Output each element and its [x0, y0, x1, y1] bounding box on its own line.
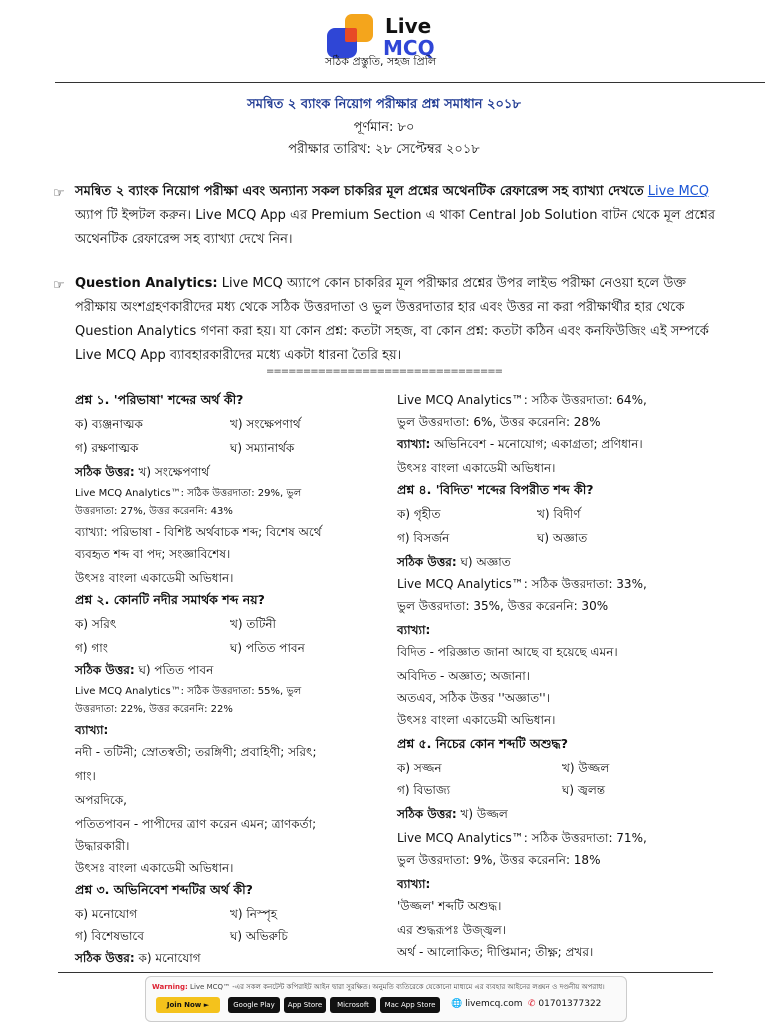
- q4-option-a: ক) গৃহীত: [397, 507, 441, 521]
- separator: ================================: [265, 366, 503, 377]
- q4-explanation-3: অতএব, সঠিক উত্তর ''অজ্ঞাত''।: [397, 691, 551, 705]
- q2-option-a: ক) সরিৎ: [75, 617, 117, 631]
- warning-label: Warning:: [152, 983, 188, 991]
- q2-analytics-1: Live MCQ Analytics™: সঠিক উত্তরদাতা: 55%, ভুল: [75, 686, 302, 697]
- answer-label: সঠিক উত্তর:: [75, 951, 135, 965]
- phone-text: 01701377322: [538, 999, 602, 1009]
- q4-source: উৎসঃ বাংলা একাডেমী অভিধান।: [397, 713, 556, 727]
- q2-answer: [75, 662, 213, 682]
- full-marks: পূর্ণমান: ৮০: [353, 120, 415, 135]
- q4-option-b: খ) বিদীর্ণ: [537, 507, 581, 521]
- header: [0, 0, 768, 84]
- q5-analytics-1: Live MCQ Analytics™: সঠিক উত্তরদাতা: 71%,: [397, 831, 647, 845]
- q2-option-d: ঘ) পতিত পাবন: [230, 641, 305, 655]
- warning-text: Live MCQ™ -এর সকল কনটেন্ট কপিরাইট আইন দ্বারা সুরক্ষিত। অনুমতি ব্যতিরেকে যেকোনো মাধ্যমে এর ব্যবহার আইনের লঙ্ঘন ও দণ্ডনীয় অপরাধ।: [187, 983, 605, 991]
- q4-option-c: গ) বিসর্জন: [397, 531, 450, 545]
- q5-option-c: গ) বিভাজ্য: [397, 783, 451, 797]
- q3-option-b: খ) নিস্পৃহ: [230, 907, 278, 921]
- q2-analytics-2: উত্তরদাতা: 22%, উত্তর করেননি: 22%: [75, 704, 233, 715]
- q4-explanation-2: অবিদিত - অজ্ঞাত; অজানা।: [397, 669, 530, 683]
- q3-explanation: [397, 436, 643, 456]
- q4-explanation-heading: ব্যাখ্যা:: [397, 623, 431, 637]
- q1-option-a: ক) ব্যঞ্জনাত্মক: [75, 417, 143, 431]
- footer-divider: [58, 972, 713, 973]
- answer-label: সঠিক উত্তর:: [75, 465, 135, 479]
- q2-explanation-heading: ব্যাখ্যা:: [75, 723, 109, 737]
- q1-option-d: ঘ) সম্যানার্থক: [230, 441, 295, 455]
- hand-pointer-icon: ☞: [53, 278, 65, 293]
- q1-analytics-2: উত্তরদাতা: 27%, উত্তর করেননি: 43%: [75, 506, 233, 517]
- q5-explanation-heading: ব্যাখ্যা:: [397, 877, 431, 891]
- globe-icon: 🌐: [451, 999, 463, 1009]
- q1-explanation-2: ব্যবহৃত শব্দ বা পদ; সংজ্ঞাবিশেষ।: [75, 547, 231, 561]
- explanation-text: অভিনিবেশ - মনোযোগ; একাগ্রতা; প্রণিধান।: [430, 437, 643, 451]
- question-2: প্রশ্ন ২. কোনটি নদীর সমার্থক শব্দ নয়?: [75, 592, 265, 607]
- q1-option-c: গ) রক্ষণাত্মক: [75, 441, 139, 455]
- intro-paragraph-1: [53, 180, 725, 252]
- q1-source: উৎসঃ বাংলা একাডেমী অভিধান।: [75, 571, 234, 585]
- q2-explanation-4: পতিতপাবন - পাপীদের ত্রাণ করেন এমন; ত্রাণকর্তা;: [75, 817, 317, 831]
- intro-p2-text: Live MCQ অ্যাপে কোন চাকরির মূল পরীক্ষার প্রশ্নের উপর লাইভ পরীক্ষা নেওয়া হলে উক্ত পরীক্ষায় অংশগ্রহণকারীদের মধ্য থেকে সঠিক উত্তরদাতা ও ভুল উত্তরদাতার হার এবং উত্তর না করা পরীক্ষার্থীর হার থেকে Question Analytics গণনা করা হয়। যা কোন প্রশ্ন: কতটা সহজ, বা কোন প্রশ্ন: কতটা কঠিন এবং কনফিউজিং এই সম্পর্কে Live MCQ App ব্যাবহারকারীদের মধ্যে একটা ধারনা তৈরি হয়।: [75, 276, 709, 363]
- intro-p1-rest: অ্যাপ টি ইন্সটল করুন। Live MCQ App এর Premium Section এ থাকা Central Job Solution বাটন থেকে মূল প্রশ্নের অথেনটিক রেফারেন্স সহ ব্যাখ্যা দেখে নিন।: [75, 208, 715, 247]
- q5-option-d: ঘ) জ্বলন্ত: [562, 783, 606, 797]
- q1-option-b: খ) সংক্ষেপণার্থ: [230, 417, 301, 431]
- google-play-button[interactable]: Google Play: [228, 997, 280, 1013]
- q2-explanation-2: গাং।: [75, 769, 96, 783]
- q2-source: উৎসঃ বাংলা একাডেমী অভিধান।: [75, 861, 234, 875]
- q5-analytics-2: ভুল উত্তরদাতা: 9%, উত্তর করেননি: 18%: [397, 853, 601, 867]
- footer-banner: [145, 976, 627, 1022]
- q4-option-d: ঘ) অজ্ঞাত: [537, 531, 588, 545]
- copyright-warning: [152, 981, 605, 993]
- website-text: livemcq.com: [465, 999, 523, 1009]
- answer-value: খ) সংক্ষেপণার্থ: [134, 465, 210, 479]
- q3-option-c: গ) বিশেষভাবে: [75, 929, 144, 943]
- phone-number: [528, 999, 601, 1009]
- logo-text-live: Live: [385, 14, 432, 38]
- exam-date: পরীক্ষার তারিখ: ২৮ সেপ্টেম্বর ২০১৮: [288, 142, 480, 157]
- hand-pointer-icon: ☞: [53, 186, 65, 201]
- intro-paragraph-2: [53, 272, 725, 368]
- q1-answer: [75, 464, 209, 484]
- q1-analytics-1: Live MCQ Analytics™: সঠিক উত্তরদাতা: 29%, ভুল: [75, 488, 302, 499]
- website-link[interactable]: [451, 999, 522, 1009]
- q2-explanation-1: নদী - তটিনী; স্রোতস্বতী; তরঙ্গিণী; প্রবাহিণী; সরিৎ;: [75, 745, 317, 759]
- q3-option-d: ঘ) অভিরুচি: [230, 929, 288, 943]
- q1-explanation-1: ব্যাখ্যা: পরিভাষা - বিশিষ্ট অর্থবাচক শব্দ; বিশেষ অর্থে: [75, 525, 322, 539]
- answer-value: ক) মনোযোগ: [134, 951, 201, 965]
- q5-option-b: খ) উজ্জল: [562, 761, 610, 775]
- q5-option-a: ক) সজ্জন: [397, 761, 442, 775]
- q3-analytics-1: Live MCQ Analytics™: সঠিক উত্তরদাতা: 64%,: [397, 393, 647, 407]
- question-5: প্রশ্ন ৫. নিচের কোন শব্দটি অশুদ্ধ?: [397, 736, 568, 751]
- join-now-button[interactable]: Join Now ►: [156, 997, 220, 1013]
- q2-explanation-3: অপরদিকে,: [75, 793, 127, 807]
- app-store-button[interactable]: App Store: [284, 997, 326, 1013]
- q3-option-a: ক) মনোযোগ: [75, 907, 138, 921]
- tagline: সঠিক প্রস্তুতি, সহজ প্রিলি: [325, 55, 437, 68]
- q3-analytics-2: ভুল উত্তরদাতা: 6%, উত্তর করেননি: 28%: [397, 415, 601, 429]
- answer-label: সঠিক উত্তর:: [75, 663, 135, 677]
- q3-answer: [75, 950, 201, 970]
- answer-value: ঘ) পতিত পাবন: [134, 663, 214, 677]
- q4-explanation-1: বিদিত - পরিজ্ঞাত জানা আছে বা হয়েছে এমন।: [397, 645, 618, 659]
- q4-analytics-1: Live MCQ Analytics™: সঠিক উত্তরদাতা: 33%,: [397, 577, 647, 591]
- logo-text-mcq: MCQ: [383, 36, 435, 60]
- q5-answer: [397, 806, 508, 826]
- q4-analytics-2: ভুল উত্তরদাতা: 35%, উত্তর করেননি: 30%: [397, 599, 609, 613]
- explanation-label: ব্যাখ্যা:: [397, 437, 431, 451]
- q5-explanation-2: এর শুদ্ধরূপঃ উজ্জ্বল।: [397, 923, 507, 937]
- answer-label: সঠিক উত্তর:: [397, 555, 457, 569]
- answer-value: ঘ) অজ্ঞাত: [456, 555, 511, 569]
- q2-option-c: গ) গাং: [75, 641, 108, 655]
- q4-answer: [397, 554, 511, 574]
- mac-app-store-button[interactable]: Mac App Store: [380, 997, 440, 1013]
- intro-p1-text: সমন্বিত ২ ব্যাংক নিয়োগ পরীক্ষা এবং অন্যান্য সকল চাকরির মূল প্রশ্নের অথেনটিক রেফারেন্স সহ ব্যাখ্যা দেখতে: [75, 184, 644, 199]
- q5-explanation-1: 'উজ্জল' শব্দটি অশুদ্ধ।: [397, 899, 502, 913]
- q2-option-b: খ) তটিনী: [230, 617, 276, 631]
- q3-source: উৎসঃ বাংলা একাডেমী অভিধান।: [397, 461, 556, 475]
- answer-label: সঠিক উত্তর:: [397, 807, 457, 821]
- live-mcq-link[interactable]: Live MCQ: [647, 184, 709, 199]
- phone-icon: ✆: [528, 999, 536, 1009]
- question-4: প্রশ্ন ৪. 'বিদিত' শব্দের বিপরীত শব্দ কী?: [397, 482, 594, 497]
- answer-value: খ) উজ্জল: [456, 807, 508, 821]
- document-title: সমন্বিত ২ ব্যাংক নিয়োগ পরীক্ষার প্রশ্ন সমাধান ২০১৮: [247, 97, 521, 112]
- header-divider: [55, 82, 765, 83]
- q2-explanation-5: উদ্ধারকারী।: [75, 839, 130, 853]
- q5-explanation-3: অর্থ - আলোকিত; দীপ্তিমান; তীক্ষ্ণ; প্রখর।: [397, 945, 594, 959]
- question-1: প্রশ্ন ১. 'পরিভাষা' শব্দের অর্থ কী?: [75, 392, 244, 407]
- question-analytics-heading: Question Analytics:: [75, 276, 218, 291]
- question-3: প্রশ্ন ৩. অভিনিবেশ শব্দটির অর্থ কী?: [75, 882, 253, 897]
- microsoft-store-button[interactable]: Microsoft: [330, 997, 376, 1013]
